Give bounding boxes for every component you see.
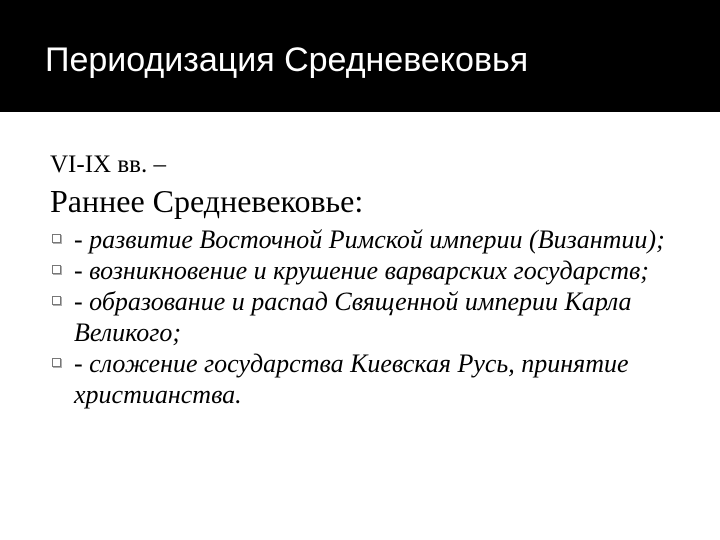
square-bullet-icon bbox=[52, 358, 61, 367]
square-bullet-icon bbox=[52, 265, 61, 274]
list-item-text: - развитие Восточной Римской империи (Византии); bbox=[74, 225, 665, 254]
list-item-text: - образование и распад Священной империи Карла Великого; bbox=[74, 287, 632, 347]
title-bar bbox=[0, 0, 720, 112]
slide-title: Периодизация Средневековья bbox=[45, 41, 529, 79]
era-heading: Раннее Средневековье: bbox=[50, 183, 364, 219]
list-item-text: - сложение государства Киевская Русь, принятие христианства. bbox=[74, 349, 629, 409]
list-item bbox=[50, 348, 690, 410]
square-bullet-icon bbox=[52, 234, 61, 243]
square-bullet-icon bbox=[52, 296, 61, 305]
list-item bbox=[50, 255, 690, 286]
list-item bbox=[50, 286, 690, 348]
list-item-text: - возникновение и крушение варварских государств; bbox=[74, 256, 649, 285]
bullet-list bbox=[50, 224, 690, 410]
list-item bbox=[50, 224, 690, 255]
slide-content bbox=[50, 150, 690, 410]
period-heading: VI-IX вв. – bbox=[50, 151, 166, 178]
